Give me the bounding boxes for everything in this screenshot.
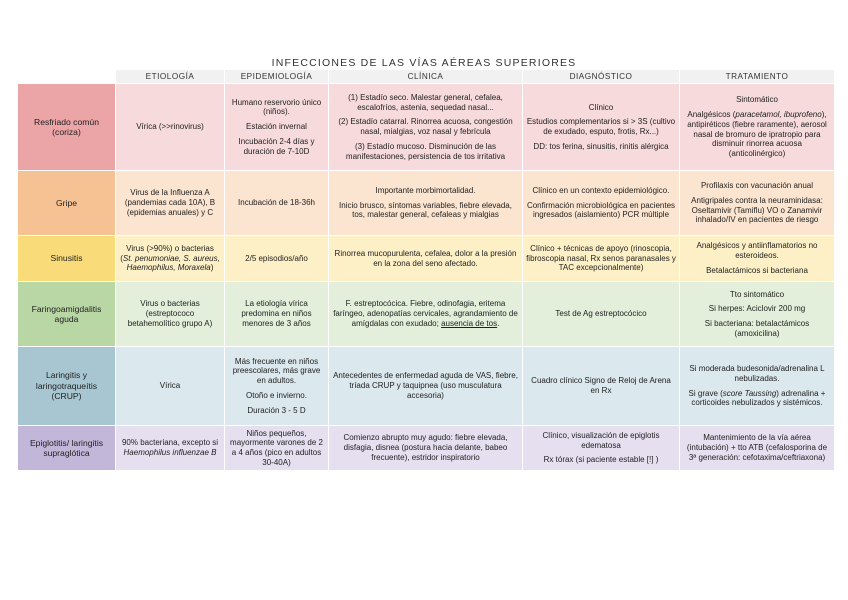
row-gripe (18, 171, 834, 235)
row-label: Gripe (18, 171, 115, 235)
epi-line: Otoño e invierno. (246, 390, 307, 400)
trat-line (683, 389, 831, 409)
trat-line (683, 110, 831, 159)
underlined-text: ausencia de tos (441, 318, 498, 328)
text-span: F. estreptocócica. Fiebre, odinofagia, eritema faríngeo, adenopatías cervicales, agrandamiento de amígdalas con exudado; (333, 299, 518, 328)
clinica-line: (3) Estadío mucoso. Disminución de las manifestaciones, persistencia de tos irritativa (345, 141, 506, 161)
trat-line: Si moderada budesonida/adrenalina L nebulizadas. (689, 364, 825, 383)
etiologia-cell: Virus o bacterias (estreptococo betahemolítico grupo A) (116, 282, 224, 346)
epidemiologia-cell: La etiología vírica predomina en niños menores de 3 años (225, 282, 328, 346)
clinica-line: (2) Estadío catarral. Rinorrea acuosa, congestión nasal, mialgias, voz nasal y febrícula (338, 117, 513, 136)
header-epidemiologia: EPIDEMIOLOGÍA (225, 70, 328, 83)
epidemiologia-cell (225, 347, 328, 425)
text-span: ), antipiréticos (fiebre raramente), aerosol nasal de bromuro de ipratropio para disminuir rinorrea acuosa (anticolinérgico) (687, 110, 827, 158)
trat-line: Profilaxis con vacunación anual (700, 181, 814, 190)
epidemiologia-cell (225, 84, 328, 170)
etiologia-cell: Virus de la Influenza A (pandemias cada 10A), B (epidemias anuales) y C (116, 171, 224, 235)
text-span: 90% bacteriana, excepto si (121, 438, 219, 448)
trat-line: Betalactámicos si bacteriana (706, 265, 808, 275)
clinica-cell (329, 171, 522, 235)
header-row (18, 70, 834, 83)
text-span: ) (210, 263, 214, 273)
score-name: score Taussing (722, 388, 777, 398)
clinica-cell: Comienzo abrupto muy agudo: fiebre elevada, disfagia, disnea (postura hacia delante, babeo frecuente), estridor inspiratorio (329, 426, 522, 470)
row-sinusitis (18, 236, 834, 281)
text-span: ) adrenalina + corticoides nebulizados y sistémicos. (691, 388, 826, 408)
epi-line: Incubación 2-4 días y duración de 7-10D (238, 136, 315, 156)
header-diagnostico: DIAGNÓSTICO (523, 70, 679, 83)
epi-line: Estación invernal (246, 122, 307, 132)
diag-line: Clínico en un contexto epidemiológico. (532, 185, 670, 195)
row-label: Faringoamigdalitis aguda (18, 282, 115, 346)
clinica-cell (329, 84, 522, 170)
tratamiento-cell: Mantenimiento de la vía aérea (intubación) + tto ATB (cefalosporina de 3ª generación: cefotaxima/ceftriaxona) (680, 426, 834, 470)
trat-line: Antigripales contra la neuraminidasa: Oseltamivir (Tamiflu) VO o Zanamivir inhalado/IV en pacientes de riesgo (691, 195, 823, 225)
clinica-cell: Antecedentes de enfermedad aguda de VAS, fiebre, tríada CRUP y taquipnea (uso musculatura accesoria) (329, 347, 522, 425)
diag-line: Estudios complementarios si > 3S (cultivo de exudado, esputo, frotis, Rx...) (526, 117, 676, 136)
row-label: Epiglotitis/ laringitis supraglótica (18, 426, 115, 470)
diagnostico-cell: Clínico + técnicas de apoyo (rinoscopia, fibroscopia nasal, Rx senos paranasales y TAC excepcionalmente) (523, 236, 679, 281)
tratamiento-cell (680, 347, 834, 425)
epidemiologia-cell: 2/5 episodios/año (225, 236, 328, 281)
diag-line: Confirmación microbiológica en pacientes ingresados (aislamiento) PCR múltiple (526, 200, 676, 220)
row-faringoamigdalitis (18, 282, 834, 346)
corner-cell (18, 70, 115, 83)
drug-names: paracetamol, ibuprofeno (735, 110, 822, 119)
diagnostico-cell: Cuadro clínico Signo de Reloj de Arena en Rx (523, 347, 679, 425)
trat-line: Tto sintomático (729, 289, 785, 299)
trat-line: Analgésicos y antiinflamatorios no esteroideos. (696, 241, 818, 261)
epidemiologia-cell: Incubación de 18-36h (225, 171, 328, 235)
trat-line: Si bacteriana: betalactámicos (amoxicilina) (704, 319, 810, 338)
diag-line: Rx tórax (si paciente estable [!] ) (543, 455, 659, 465)
diagnostico-cell (523, 84, 679, 170)
row-label: Sinusitis (18, 236, 115, 281)
row-epiglotitis (18, 426, 834, 470)
infections-table (17, 69, 835, 471)
row-laringitis (18, 347, 834, 425)
tratamiento-cell (680, 282, 834, 346)
tratamiento-cell (680, 84, 834, 170)
diag-line: DD: tos ferina, sinusitis, rinitis alérgica (533, 141, 669, 151)
diagnostico-cell (523, 426, 679, 470)
text-span: Analgésicos ( (687, 110, 736, 119)
clinica-line: (1) Estadío seco. Malestar general, cefalea, escalofríos, astenia, sequedad nasal... (348, 92, 503, 112)
header-tratamiento: TRATAMIENTO (680, 70, 834, 83)
diag-line: Clínico, visualización de epiglotis edematosa (542, 430, 660, 450)
epidemiologia-cell: Niños pequeños, mayormente varones de 2 a 4 años (pico en adultos 30-40A) (225, 426, 328, 470)
etiologia-cell (116, 236, 224, 281)
bacteria-names: St. penumoniae, S. aureus, Haemophilus, Moraxela (122, 253, 220, 273)
epi-line: Duración 3 - 5 D (247, 405, 306, 415)
text-span: . (497, 318, 500, 328)
header-clinica: CLÍNICA (329, 70, 522, 83)
etiologia-cell: Vírica (>>rinovirus) (116, 84, 224, 170)
trat-line: Sintomático (736, 95, 778, 105)
text-span: Si grave ( (688, 388, 723, 398)
diag-line: Clínico (588, 102, 614, 112)
page-title: INFECCIONES DE LAS VÍAS AÉREAS SUPERIORES (271, 57, 577, 69)
row-resfriado (18, 84, 834, 170)
row-label: Laringitis y laringotraqueítis (CRUP) (18, 347, 115, 425)
clinica-line: Importante morbimortalidad. (375, 185, 476, 195)
etiologia-cell (116, 426, 224, 470)
bacteria-name: Haemophilus influenzae B (123, 448, 217, 457)
epi-line: Más frecuente en niños preescolares, más grave en adultos. (232, 356, 321, 386)
clinica-cell: Rinorrea mucopurulenta, cefalea, dolor a la presión en la zona del seno afectado. (329, 236, 522, 281)
diagnostico-cell (523, 171, 679, 235)
row-label: Resfriado común (coriza) (18, 84, 115, 170)
header-etiologia: ETIOLOGÍA (116, 70, 224, 83)
clinica-cell (329, 282, 522, 346)
trat-line: Si herpes: Aciclovir 200 mg (708, 304, 806, 314)
diagnostico-cell: Test de Ag estreptocócico (523, 282, 679, 346)
text-span: Virus (>90%) o bacterias ( (120, 243, 214, 263)
epi-line: Humano reservorio único (niños). (231, 97, 322, 117)
etiologia-cell: Vírica (116, 347, 224, 425)
clinica-line: Inicio brusco, síntomas variables, fiebre elevada, tos, malestar general, cefaleas y mialgias (339, 200, 512, 220)
tratamiento-cell (680, 236, 834, 281)
tratamiento-cell (680, 171, 834, 235)
